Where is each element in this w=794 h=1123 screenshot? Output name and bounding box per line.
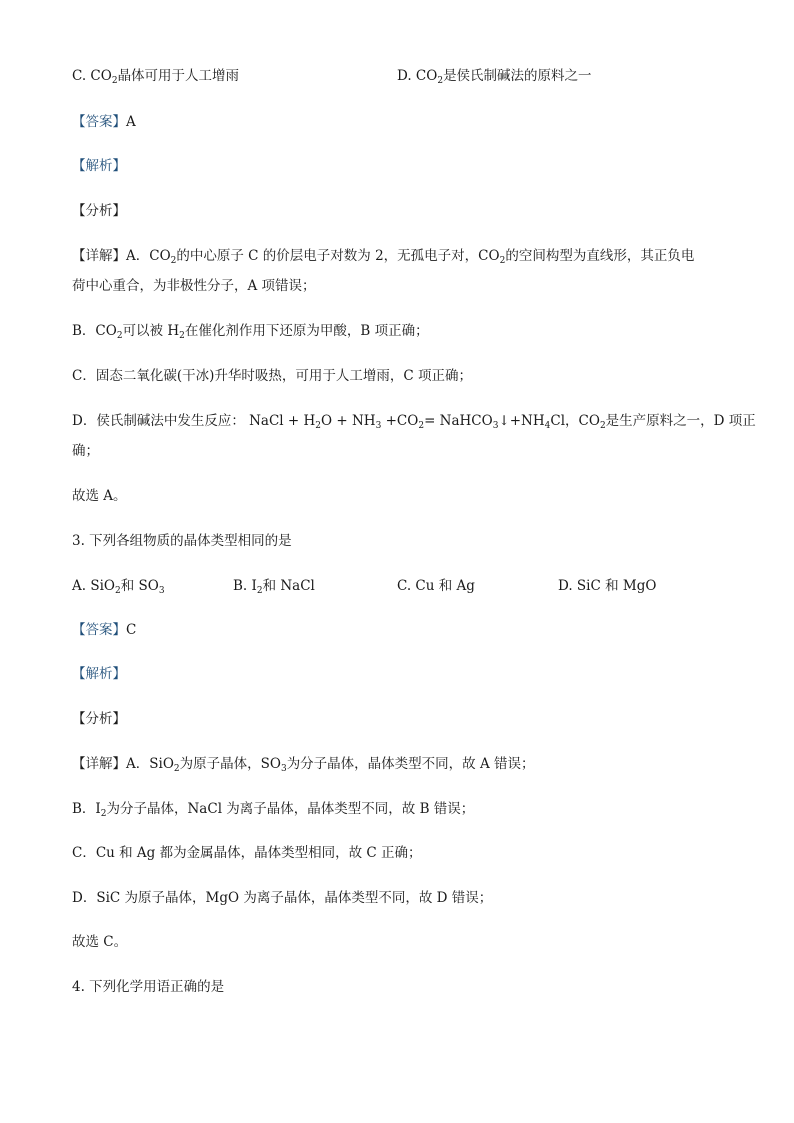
q2-detail-line3: C．固态二氧化碳(干冰)升华时吸热，可用于人工增雨，C 项正确； — [72, 368, 472, 384]
q3-fenxi-heading: 【分析】 — [72, 711, 126, 727]
q2-conclusion: 故选 A。 — [72, 488, 127, 504]
q2-detail-line4b: 确； — [72, 443, 99, 459]
q2-detail-line2: B．$CO_2$可以被 $H_2$在催化剂作用下还原为甲酸，B 项正确； — [72, 323, 429, 341]
q3-detail-line1: 【详解】A．SiO$_2$为原子晶体，$SO_3$为分子晶体，晶体类型不同，故 A 错误； — [72, 756, 535, 774]
q2-analysis-heading: 【解析】 — [72, 158, 126, 174]
q3-detail-line2: B．$I_2$为分子晶体，NaCl 为离子晶体，晶体类型不同，故 B 错误； — [72, 801, 475, 819]
q3-detail-line3: C．Cu 和 Ag 都为金属晶体，晶体类型相同，故 C 正确； — [72, 845, 422, 861]
q2-detail-line1b: 荷中心重合，为非极性分子，A 项错误； — [72, 278, 316, 294]
q3-detail-line4: D．SiC 为原子晶体，MgO 为离子晶体，晶体类型不同，故 D 错误； — [72, 890, 493, 906]
q2-option-c: C. $CO_2$晶体可用于人工增雨 — [72, 68, 240, 86]
q3-option-c: C. Cu 和 Ag — [397, 578, 475, 594]
q4-question: 4. 下列化学用语正确的是 — [72, 979, 225, 995]
q3-conclusion: 故选 C。 — [72, 934, 128, 950]
q3-option-a: A. SiO$_2$和 $SO_3$ — [72, 578, 165, 596]
q2-option-d: D. $CO_2$是侯氏制碱法的原料之一 — [397, 68, 592, 86]
q3-analysis-heading: 【解析】 — [72, 666, 126, 682]
q3-option-b: B. $I_2$和 NaCl — [233, 578, 315, 596]
q2-detail-line4: D．侯氏制碱法中发生反应： NaCl + $H_2O + NH_3 +CO_2=$ $NaHCO_3↓+NH_4Cl$，$CO_2$是生产原料之一，D 项正 — [72, 413, 756, 431]
q2-answer: 【答案】A — [72, 114, 136, 130]
q3-option-d: D. SiC 和 MgO — [558, 578, 657, 594]
q3-question: 3. 下列各组物质的晶体类型相同的是 — [72, 533, 292, 549]
q2-fenxi-heading: 【分析】 — [72, 203, 126, 219]
q3-answer: 【答案】C — [72, 622, 137, 638]
q2-detail-line1: 【详解】A．$CO_2$的中心原子 C 的价层电子对数为 2，无孤电子对，$CO_2$的空间构型为直线形，其正负电 — [72, 248, 695, 266]
